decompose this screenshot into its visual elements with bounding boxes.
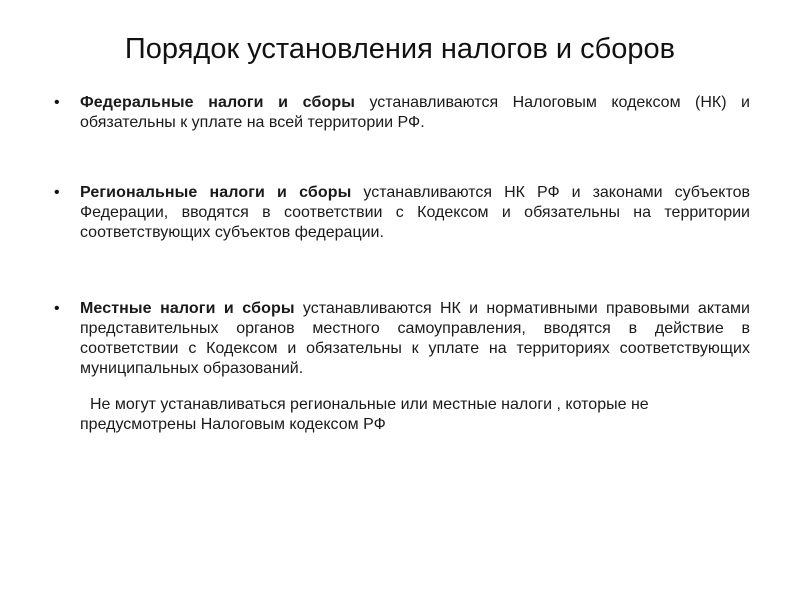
list-item-body: устанавливаются Налоговым кодексом (НК) и обязательны к уплате на всей территории РФ. xyxy=(80,94,750,131)
list-item-local-taxes xyxy=(50,299,750,379)
list-item-regional-taxes xyxy=(50,183,750,243)
list-item-text xyxy=(80,93,750,133)
bullet-list xyxy=(50,93,750,435)
list-item-federal-taxes xyxy=(50,93,750,133)
list-item-lead: Местные налоги и сборы xyxy=(80,300,295,317)
note-paragraph xyxy=(50,395,750,435)
list-item-lead: Региональные налоги и сборы xyxy=(80,184,352,201)
note-text: Не могут устанавливаться региональные или местные налоги , которые не предусмотрены Налоговым кодексом РФ xyxy=(80,396,649,433)
slide-title: Порядок установления налогов и сборов xyxy=(124,33,676,65)
list-item-lead: Федеральные налоги и сборы xyxy=(80,94,355,111)
list-item-text xyxy=(80,299,750,379)
list-item-body: устанавливаются НК РФ и законами субъектов Федерации, вводятся в соответствии с Кодексом и обязательны на территории соответствующих субъектов федерации. xyxy=(80,184,750,241)
bullet-icon: • xyxy=(54,300,60,317)
bullet-icon: • xyxy=(54,184,60,201)
list-item-body: устанавливаются НК и нормативными правовыми актами представительных органов местного самоуправления, вводятся в действие в соответствии с Кодексом и обязательны к уплате на территориях соответствующих муниципальных образований. xyxy=(80,300,750,377)
bullet-icon: • xyxy=(54,94,60,111)
list-item-text xyxy=(80,183,750,243)
